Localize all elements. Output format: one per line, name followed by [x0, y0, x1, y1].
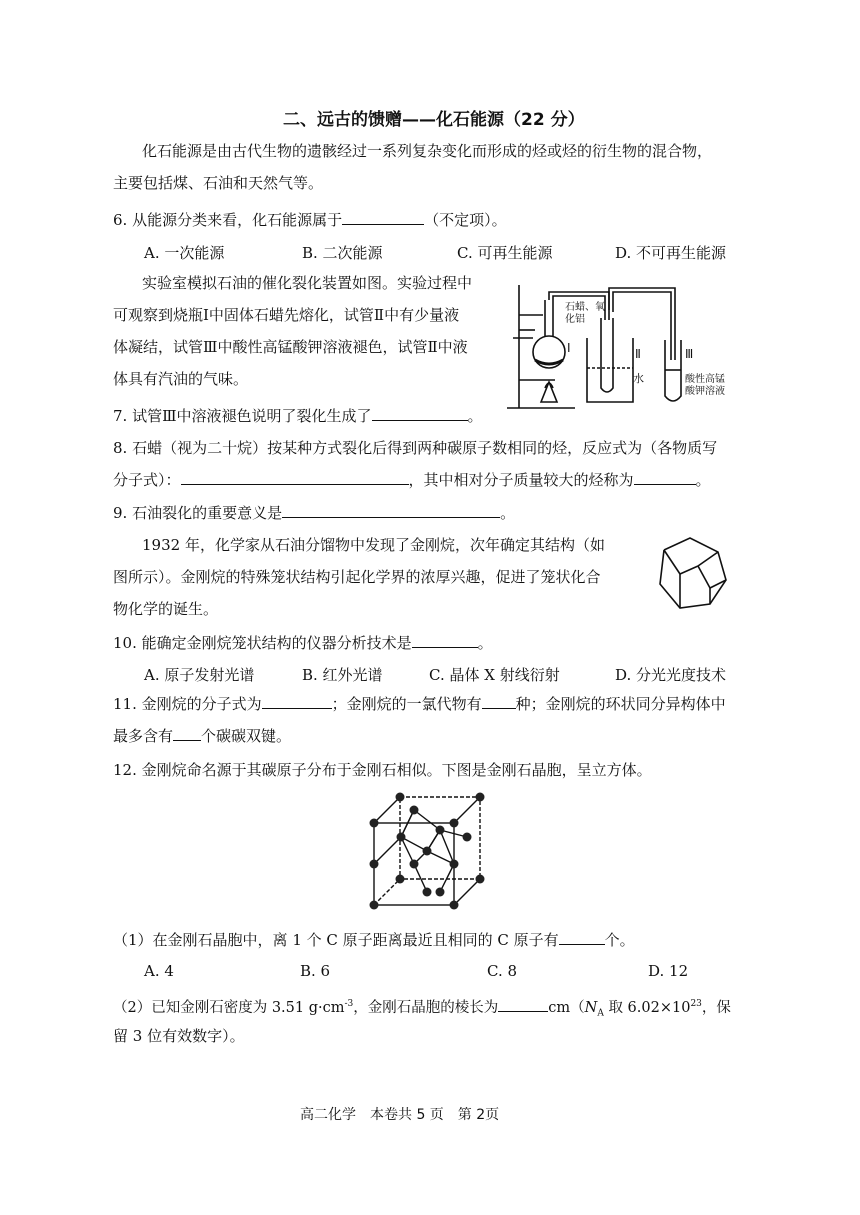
q11-line-1: [113, 694, 726, 714]
adamantane-line-3: 物化学的诞生。: [113, 600, 219, 618]
q11-stem-b: ；金刚烷的一氯代物有: [331, 695, 482, 713]
intro-line-2: 主要包括煤、石油和天然气等。: [113, 174, 324, 192]
q11-stem-a: 11. 金刚烷的分子式为: [113, 695, 262, 713]
q6-answer-blank[interactable]: [342, 210, 424, 225]
cracking-apparatus-figure: [505, 270, 755, 415]
q8-stem-a: 分子式）：: [113, 471, 181, 489]
q12-sub1-option-d[interactable]: D. 12: [648, 962, 689, 980]
q6-stem-b: （不定项）。: [424, 211, 507, 229]
q12-sub1-answer-blank[interactable]: [559, 930, 605, 945]
experiment-line-2: 可观察到烧瓶Ⅰ中固体石蜡先熔化，试管Ⅱ中有少量液: [113, 306, 460, 324]
experiment-line-3: 体凝结，试管Ⅲ中酸性高锰酸钾溶液褪色，试管Ⅱ中液: [113, 338, 468, 356]
label-flask-I: Ⅰ: [567, 341, 571, 355]
q12-sub1-option-b[interactable]: B. 6: [300, 962, 331, 980]
q10-option-b[interactable]: B. 红外光谱: [302, 666, 383, 684]
experiment-line-4: 体具有汽油的气味。: [113, 370, 249, 388]
q9: [113, 503, 515, 523]
q12-sub1-option-c[interactable]: C. 8: [487, 962, 518, 980]
q12-sub1: [113, 930, 635, 950]
q10: [113, 633, 493, 653]
diamond-unit-cell: [360, 785, 495, 915]
label-reagent-1: 石蜡、氧: [565, 302, 605, 313]
q12-sub1-stem-b: 个。: [604, 931, 635, 949]
label-tube-II: Ⅱ: [635, 347, 641, 361]
experiment-line-1: 实验室模拟石油的催化裂化装置如图。实验过程中: [142, 274, 473, 292]
q6-stem-a: 6. 从能源分类来看，化石能源属于: [113, 211, 343, 229]
q12-sub2-exp-1: -3: [344, 999, 354, 1009]
page-footer: 高二化学 本卷共 5 页 第 2页: [300, 1107, 500, 1123]
q6-option-c[interactable]: C. 可再生能源: [457, 244, 553, 262]
q11-stem-e: 个碳碳双键。: [201, 727, 292, 745]
adamantane-figure: [650, 530, 735, 615]
q10-option-d[interactable]: D. 分光光度技术: [615, 666, 727, 684]
q12-sub1-stem-a: （1）在金刚石晶胞中，离 1 个 C 原子距离最近且相同的 C 原子有: [113, 931, 559, 949]
q11-stem-d: 最多含有: [113, 727, 174, 745]
q8-name-blank[interactable]: [634, 470, 696, 485]
q12-sub2-stem-a: （2）已知金刚石密度为 3.51 g·cm: [113, 999, 345, 1016]
q12-stem: 12. 金刚烷命名源于其碳原子分布于金刚石相似。下图是金刚石晶胞，呈立方体。: [113, 761, 652, 779]
intro-line-1: 化石能源是由古代生物的遗骸经过一系列复杂变化而形成的烃或烃的衍生物的混合物，: [142, 142, 713, 160]
adamantane-structure: [650, 530, 735, 615]
q12-sub2-exp-2: 23: [690, 999, 702, 1009]
q6-option-b[interactable]: B. 二次能源: [302, 244, 383, 262]
q12-sub2-avogadro-sub: A: [597, 1008, 604, 1019]
section-title: 二、远古的馈赠——化石能源（22 分）: [283, 110, 585, 130]
q12-sub2-stem-e: ，保: [701, 999, 731, 1016]
label-solution-1: 酸性高锰: [685, 374, 725, 385]
q8-line-2: [113, 470, 711, 490]
q11-formula-blank[interactable]: [262, 694, 332, 709]
q10-stem-b: 。: [477, 634, 493, 652]
q9-stem-b: 。: [500, 504, 516, 522]
q12-sub2-line-1: [113, 994, 731, 1024]
q9-stem-a: 9. 石油裂化的重要意义是: [113, 504, 283, 522]
q8-stem-b: ，其中相对分子质量较大的烃称为: [408, 471, 634, 489]
q12-sub2-avogadro-symbol: N: [584, 999, 598, 1016]
q8-equation-blank[interactable]: [181, 470, 409, 485]
adamantane-line-2: 图所示）。金刚烷的特殊笼状结构引起化学界的浓厚兴趣，促进了笼状化合: [113, 568, 601, 586]
q7: [113, 406, 483, 426]
diamond-unit-cell-figure: [360, 785, 495, 915]
q6-stem: [113, 210, 507, 230]
q12-sub2-stem-c: cm（: [548, 999, 585, 1016]
label-water: 水: [633, 372, 644, 385]
label-solution-2: 酸钾溶液: [685, 386, 725, 397]
q12-sub2-answer-blank[interactable]: [498, 997, 548, 1012]
q11-stem-c: 种；金刚烷的环状同分异构体中: [515, 695, 726, 713]
q6-option-a[interactable]: A. 一次能源: [144, 244, 225, 262]
q12-sub1-option-a[interactable]: A. 4: [144, 962, 174, 980]
q9-answer-blank[interactable]: [282, 503, 500, 518]
q7-answer-blank[interactable]: [372, 406, 468, 421]
q8-stem-c: 。: [695, 471, 711, 489]
q12-sub2-stem-b: ，金刚石晶胞的棱长为: [353, 999, 499, 1016]
q7-stem-b: 。: [467, 407, 483, 425]
q11-double-bond-blank[interactable]: [173, 726, 201, 741]
q11-line-2: [113, 726, 291, 746]
q6-option-d[interactable]: D. 不可再生能源: [615, 244, 727, 262]
q10-option-a[interactable]: A. 原子发射光谱: [144, 666, 255, 684]
q8-line-1: 8. 石蜡（视为二十烷）按某种方式裂化后得到两种碳原子数相同的烃，反应式为（各物质写: [113, 439, 718, 457]
q12-sub2-stem-d: 取 6.02×10: [603, 999, 691, 1016]
q11-count-blank[interactable]: [482, 694, 516, 709]
q10-stem-a: 10. 能确定金刚烷笼状结构的仪器分析技术是: [113, 634, 412, 652]
adamantane-line-1: 1932 年，化学家从石油分馏物中发现了金刚烷，次年确定其结构（如: [142, 536, 605, 554]
q7-stem-a: 7. 试管Ⅲ中溶液褪色说明了裂化生成了: [113, 407, 372, 425]
q10-option-c[interactable]: C. 晶体 X 射线衍射: [429, 666, 560, 684]
q10-answer-blank[interactable]: [412, 633, 478, 648]
cracking-apparatus-diagram: [505, 270, 755, 415]
label-reagent-2: 化铝: [565, 314, 585, 325]
q12-sub2-line-2: 留 3 位有效数字）。: [113, 1027, 245, 1045]
label-tube-III: Ⅲ: [685, 347, 694, 361]
